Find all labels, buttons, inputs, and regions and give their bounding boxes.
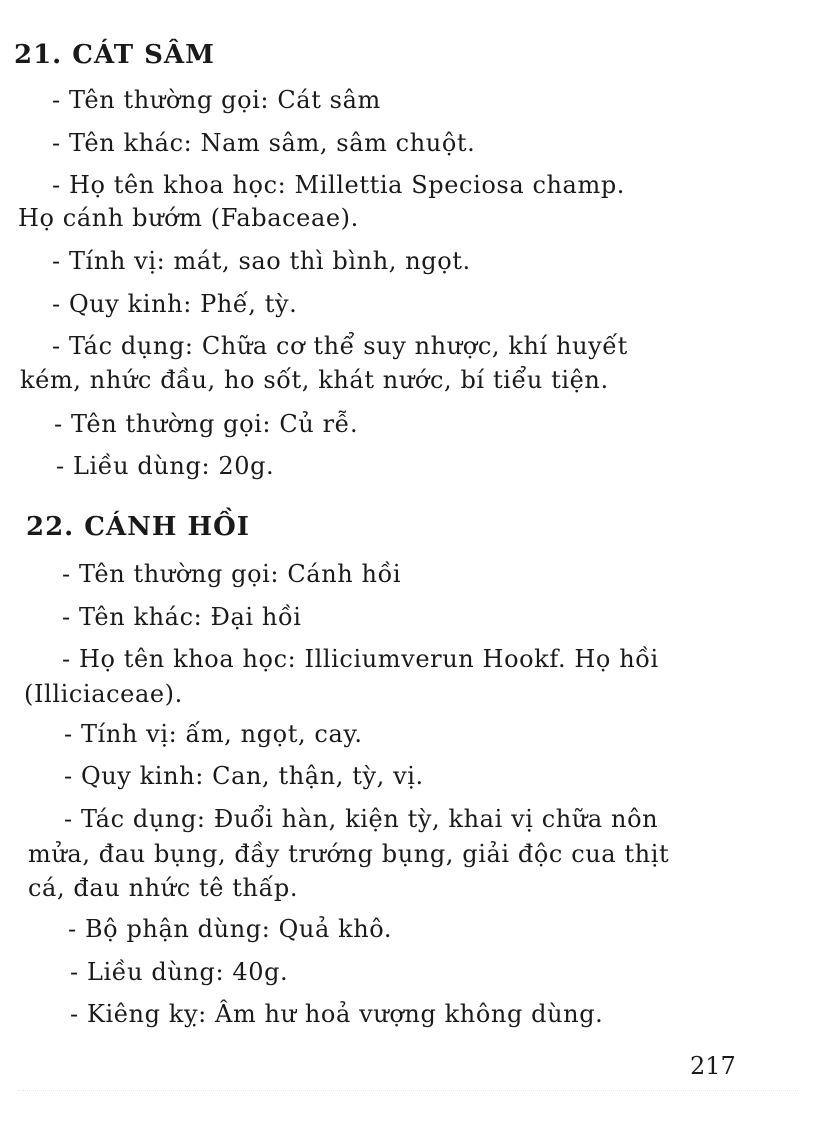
cat-sam-uses-continued: kém, nhức đầu, ho sốt, khát nước, bí tiểu tiện. xyxy=(20,366,609,394)
cat-sam-part-used: - Tên thường gọi: Củ rễ. xyxy=(54,410,359,438)
scan-edge-divider xyxy=(18,1090,798,1091)
canh-hoi-meridian: - Quy kinh: Can, thận, tỳ, vị. xyxy=(64,762,424,790)
cat-sam-dosage: - Liều dùng: 20g. xyxy=(56,452,275,480)
canh-hoi-other-names: - Tên khác: Đại hồi xyxy=(62,603,302,631)
canh-hoi-contraindication: - Kiêng kỵ: Âm hư hoả vượng không dùng. xyxy=(70,1000,604,1028)
cat-sam-meridian: - Quy kinh: Phế, tỳ. xyxy=(52,290,298,318)
canh-hoi-uses-continued-2: cá, đau nhức tê thấp. xyxy=(28,874,299,902)
canh-hoi-part-used: - Bộ phận dùng: Quả khô. xyxy=(68,915,393,943)
canh-hoi-uses: - Tác dụng: Đuổi hàn, kiện tỳ, khai vị chữa nôn xyxy=(64,805,659,833)
canh-hoi-scientific-name: - Họ tên khoa học: Illiciumverun Hookf. Họ hồi xyxy=(62,645,659,673)
section-heading-cat-sam: 21. CÁT SÂM xyxy=(14,40,215,70)
cat-sam-common-name: - Tên thường gọi: Cát sâm xyxy=(52,86,381,114)
canh-hoi-nature-taste: - Tính vị: ấm, ngọt, cay. xyxy=(64,720,363,748)
canh-hoi-common-name: - Tên thường gọi: Cánh hồi xyxy=(62,560,402,588)
cat-sam-nature-taste: - Tính vị: mát, sao thì bình, ngọt. xyxy=(52,247,471,275)
canh-hoi-dosage: - Liều dùng: 40g. xyxy=(70,958,289,986)
canh-hoi-family: (Illiciaceae). xyxy=(24,680,183,708)
page-number: 217 xyxy=(690,1052,736,1080)
cat-sam-family: Họ cánh bướm (Fabaceae). xyxy=(18,204,359,232)
cat-sam-other-names: - Tên khác: Nam sâm, sâm chuột. xyxy=(52,129,476,157)
section-heading-canh-hoi: 22. CÁNH HỒI xyxy=(26,512,250,542)
cat-sam-uses: - Tác dụng: Chữa cơ thể suy nhược, khí huyết xyxy=(52,332,628,360)
cat-sam-scientific-name: - Họ tên khoa học: Millettia Speciosa champ. xyxy=(52,171,626,199)
canh-hoi-uses-continued-1: mửa, đau bụng, đầy trướng bụng, giải độc cua thịt xyxy=(28,840,670,868)
